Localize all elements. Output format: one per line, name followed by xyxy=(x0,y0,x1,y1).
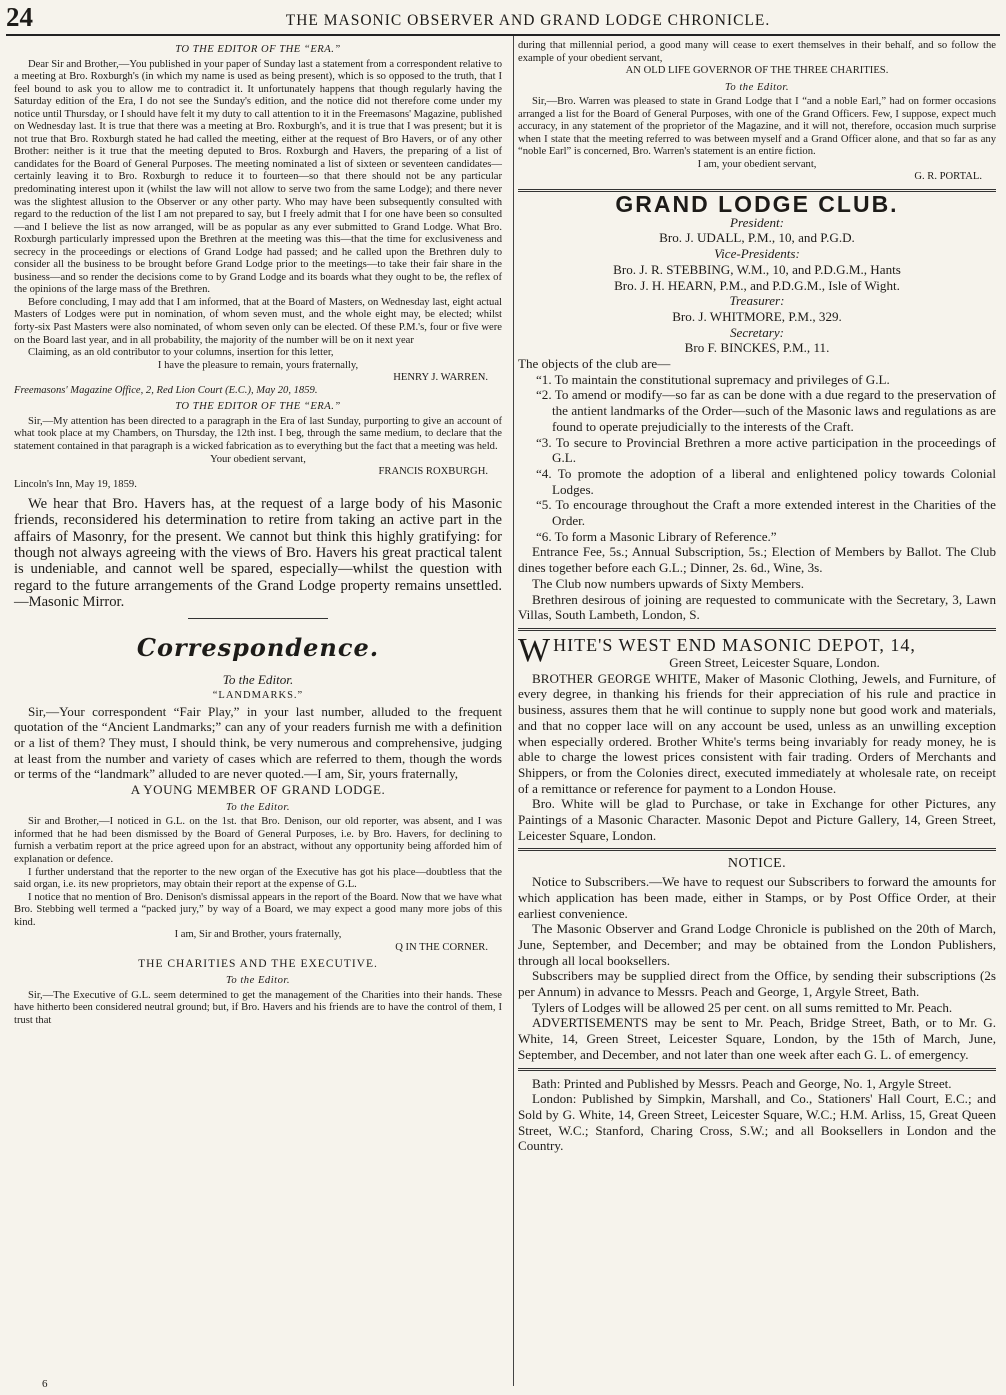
divider xyxy=(518,848,996,851)
club-contact: Brethren desirous of joining are requested to communicate with the Secretary, 3, Lawn Villas, South Lambeth, London, S. xyxy=(518,591,996,623)
imprint-london: London: Published by Simpkin, Marshall, and Co., Stationers' Hall Court, E.C.; and Sold by G. White, 14, Green Street, Leicester Square, W.C.; H.M. Arliss, 15, Great Queen Street, W.C.; Stanford, Charing Cross, S.W.; and all Booksellers in London and the Country. xyxy=(518,1091,996,1154)
letter-closing: I am, your obedient servant, xyxy=(697,158,817,170)
letter-heading: To the Editor. xyxy=(724,81,789,93)
letter-title: THE CHARITIES AND THE EXECUTIVE. xyxy=(138,958,378,971)
right-column xyxy=(518,40,996,1154)
advert-title: HITE'S WEST END MASONIC DEPOT, 14, xyxy=(553,635,916,655)
letter-signature: Q IN THE CORNER. xyxy=(395,941,488,953)
section-title: Correspondence. xyxy=(136,633,380,663)
club-object-item: “3. To secure to Provincial Brethren a more active participation in the proceedings of G.L. xyxy=(536,434,996,466)
club-role-label: President: xyxy=(729,214,785,230)
letter-heading: To the Editor. xyxy=(225,974,290,986)
letter-signature: HENRY J. WARREN. xyxy=(393,372,488,384)
club-objects-intro: The objects of the club are— xyxy=(518,356,671,372)
letter-subheading: “LANDMARKS.” xyxy=(212,689,304,701)
letter-heading: To the Editor. xyxy=(225,801,290,813)
letter-signature: A YOUNG MEMBER OF GRAND LODGE. xyxy=(130,782,386,798)
letter-body: Before concluding, I may add that I am informed, that at the Board of Masters, on Wednesday last, eight actual Masters of Lodges were put in nomination, of whom seven must, and the whole eight may, be elected; whilst forty-six Past Masters were also nominated, of whom seven only can be elected. Of these P.M.'s, four or five were on the Board last year, and in all probability, the majority of the number will be on it next year xyxy=(14,296,502,346)
page-number: 24 xyxy=(6,2,33,32)
club-president: Bro. J. UDALL, P.M., 10, and P.G.D. xyxy=(659,230,855,246)
notice-paragraph: Notice to Subscribers.—We have to request our Subscribers to forward the amounts for which application has been made, either in Stamps, or by Post Office Order, at their earliest convenience. xyxy=(518,874,996,921)
news-paragraph: We hear that Bro. Havers has, at the request of a large body of his Masonic friends, reconsidered his determination to retire from taking an active part in the affairs of Masonry, for the present. We cannot but think this highly gratifying: for though not always agreeing with the views of Bro. Havers his great practical talent is undeniable, and cannot well be spared, especially—whilst the question with regard to the future arrangements of the Grand Lodge property remains unsettled.—Masonic Mirror. xyxy=(14,496,502,610)
advert-address: Green Street, Leicester Square, London. xyxy=(669,655,880,670)
club-title: GRAND LODGE CLUB. xyxy=(615,191,899,218)
letter-address: Lincoln's Inn, May 19, 1859. xyxy=(14,478,137,490)
letter-body: I further understand that the reporter to the new organ of the Executive has got his place—doubtless that the said organ, i.e. its new proprietors, may obtain their report at the expense of G.L. xyxy=(14,866,502,891)
letter-body: Claiming, as an old contributor to your columns, insertion for this letter, xyxy=(28,347,334,359)
notice-paragraph: The Masonic Observer and Grand Lodge Chronicle is published on the 20th of March, June, September, and December; and may be obtained from the London Publishers, through all local booksellers. xyxy=(518,921,996,968)
letter-signature: FRANCIS ROXBURGH. xyxy=(378,466,488,478)
imprint xyxy=(518,1076,996,1155)
letter-body: Sir,—Bro. Warren was pleased to state in Grand Lodge that I “and a noble Earl,” had on former occasions arranged a list for the Board of General Purposes, with one of the Grand Officers. Few, I suppose, expect much accuracy, in any statement of the proprietor of the Magazine, and it will not, therefore, occasion much surprise when I state that the meeting referred to was between myself and a Grand Officer alone, and that so far as any “noble Earl” is concerned, Bro. Warren's statement is an entire fiction. xyxy=(518,96,996,158)
letter-body: I notice that no mention of Bro. Denison's dismissal appears in the report of the Board. Now that we have what Bro. Stebbing well termed a “packed jury,” by way of a Board, we may expect a good many more jobs of this kind. xyxy=(14,891,502,928)
advert-dropcap: W xyxy=(518,632,552,669)
club-object-item: “1. To maintain the constitutional supremacy and privileges of G.L. xyxy=(536,371,890,387)
notice-paragraph: Subscribers may be supplied direct from the Office, by sending their subscriptions (2s per Annum) in advance to Messrs. Peach and George, 1, Argyle Street, Bath. xyxy=(518,968,996,1000)
havers-paragraph xyxy=(14,496,502,610)
notice-paragraph: ADVERTISEMENTS may be sent to Mr. Peach, Bridge Street, Bath, or to Mr. G. White, 14, Green Street, Leicester Square, London, by the 15th of March, June, September, and December, and not later than one week after each G. L. of emergency. xyxy=(518,1015,996,1062)
letter-closing: I am, Sir and Brother, yours fraternally, xyxy=(174,929,342,941)
advert-body: BROTHER GEORGE WHITE, Maker of Masonic Clothing, Jewels, and Furniture, of every degree, in thanking his friends for their appreciation of his rule and practice in business, assures them that he will continue to supply none but good work and materials, and that no copper lace will on any account be used, unless as an unwilling exception when especially ordered. Brother White's terms being invariably for ready money, he is able to charge the lowest prices consistent with fair trading. Orders of Merchants and Shippers, or from the Colonies direct, executed immediately at wholesale rate, on receipt of a remittance or reference for payment to a London House. xyxy=(518,670,996,796)
club-secretary: Bro F. BINCKES, P.M., 11. xyxy=(684,340,830,356)
letter-heading: TO THE EDITOR OF THE “ERA.” xyxy=(175,44,341,55)
column-rule xyxy=(513,36,514,1386)
divider xyxy=(518,628,996,631)
notice-section xyxy=(518,856,996,1062)
divider xyxy=(188,618,328,619)
club-vice-president: Bro. J. H. HEARN, P.M., and P.D.G.M., Isle of Wight. xyxy=(614,277,900,293)
club-treasurer: Bro. J. WHITMORE, P.M., 329. xyxy=(672,308,842,324)
club-object-item: “5. To encourage throughout the Craft a more extended interest in the Charities of the Order. xyxy=(536,497,996,529)
signature-mark: 6 xyxy=(42,1378,48,1390)
letter-body: Sir,—Your correspondent “Fair Play,” in your last number, alluded to the frequent quotation of the “Ancient Landmarks;” can any of your readers furnish me with a definition or a list of them? They must, I should think, be very numerous and comprehensive, judging at least from the number and variety of cases which are referred to them, though the words or terms of the “landmark” alluded to are never quoted.—I am, Sir, yours fraternally, xyxy=(14,703,502,782)
club-role-label: Treasurer: xyxy=(729,293,785,309)
letter-body: during that millennial period, a good many will cease to exert themselves in their behalf, and so follow the example of your obedient servant, xyxy=(518,40,996,64)
club-object-item: “4. To promote the adoption of a liberal and enlightened policy towards Colonial Lodges. xyxy=(536,465,996,497)
letter-body: Dear Sir and Brother,—You published in your paper of Sunday last a statement from a correspondent relative to a meeting at Bro. Roxburgh's (in which my name is used as being present), which is so opposed to the truth, that I feel bound to ask you to allow me to contradict it. It unfortunately happens that though regularly having the Saturday edition of the Era, I do not see the Sunday's edition, and the notice did not therefore come under my notice until Thursday, or I should have felt it my duty to call attention to it in the Freemasons' Magazine, published on Wednesday last. It is true that there was a meeting at Bro. Roxburgh's, and it is true that I was present; but it is not true that Bro. Roxburgh stated he had called the meeting, either at the request of Bro Havers, or of any other Brother: neither is it true that the meeting deputed to Bros. Roxburgh and Havers, the preparing of a list of candidates for the Board of General Purposes. The meeting nominated a list of sixteen or seventeen candidates—certainly leaving it to Bro. Roxburgh to reduce it to fourteen—so that there should not be any particular predominating interest upon it (whilst the law will not allow to serve two from the same Lodge); and there never was the slightest allusion to the Observer or any other party. Who may have been subsequently consulted with regard to the reduction of the list I am not prepared to say, but I freely admit that I for one have been so consulted—and I believe the list as now arranged, will be as popular as any ever submitted to Grand Lodge. What Bro. Roxburgh particularly impressed upon the Brethren at the meeting was this—that the time for exclusiveness and secrecy in the proceedings or elections of Grand Lodge had passed; and he called upon the Brethren duly to consider all the business to be brought before Grand Lodge prior to the meetings—to take their fair share in the business—and so render the decisions come to by Grand Lodge and its boards what they ought to be, the reflex of the opinions of the large mass of the Brethren. xyxy=(14,58,502,296)
letter-body: Sir and Brother,—I noticed in G.L. on the 1st. that Bro. Denison, our old reporter, was absent, and I was informed that he had been dismissed by the Board of General Purposes, i.e. by Bro. Havers, for declining to furnish a verbatim report at the price agreed upon for an abstract, without any opportunity being afforded him of explanation or defence. xyxy=(14,816,502,866)
letter-signature: AN OLD LIFE GOVERNOR OF THE THREE CHARITIES. xyxy=(625,65,889,77)
header-rule xyxy=(6,34,1000,36)
continued-letter xyxy=(518,40,996,78)
notice-title: NOTICE. xyxy=(727,856,787,872)
letter-closing: I have the pleasure to remain, yours fraternally, xyxy=(157,359,359,371)
club-object-item: “2. To amend or modify—so far as can be done with a due regard to the preservation of the antient landmarks of the Order—such of the Masonic laws and regulations as are found to operate prejudicially to the interests of the Craft. xyxy=(536,387,996,434)
correspondence-charities xyxy=(14,958,502,1027)
letter-body: Sir,—The Executive of G.L. seem determined to get the management of the Charities into their hands. These have hitherto been considered neutral ground; but, if Bro. Havers and his friends are to have the control of them, I trust that xyxy=(14,989,502,1026)
letter-signature: G. R. PORTAL. xyxy=(914,171,982,183)
letter-body: Sir,—My attention has been directed to a paragraph in the Era of last Sunday, purporting to give an account of what took place at my Chambers, on Thursday, the 12th inst. I beg, through the same medium, to declare that the statement contained in that paragraph is a wicked fabrication as to everything but the fact that a meeting was held. xyxy=(14,415,502,452)
letter-heading: To the Editor. xyxy=(222,672,294,688)
left-column xyxy=(14,40,502,1390)
letter-roxburgh xyxy=(14,401,502,491)
club-role-label: Vice-Presidents: xyxy=(714,246,800,262)
running-title: THE MASONIC OBSERVER AND GRAND LODGE CHRONICLE. xyxy=(285,12,771,29)
grand-lodge-club xyxy=(518,191,996,623)
divider xyxy=(518,1068,996,1071)
club-vice-president: Bro. J. R. STEBBING, W.M., 10, and P.D.G.M., Hants xyxy=(613,261,901,277)
letter-address: Freemasons' Magazine Office, 2, Red Lion Court (E.C.), May 20, 1859. xyxy=(14,384,318,396)
letter-portal xyxy=(518,82,996,184)
correspondence-reporter xyxy=(14,802,502,955)
letter-warren xyxy=(14,44,502,397)
club-members: The Club now numbers upwards of Sixty Members. xyxy=(532,575,805,591)
letter-heading: TO THE EDITOR OF THE “ERA.” xyxy=(175,401,341,413)
club-role-label: Secretary: xyxy=(729,324,785,340)
advert-body: Bro. White will be glad to Purchase, or take in Exchange for other Pictures, any Paintings of a Masonic Character. Masonic Depot and Picture Gallery, 14, Green Street, Leicester Square, London. xyxy=(518,796,996,843)
notice-paragraph: Tylers of Lodges will be allowed 25 per cent. on all sums remitted to Mr. Peach. xyxy=(532,999,953,1015)
correspondence-landmarks xyxy=(14,672,502,798)
club-object-item: “6. To form a Masonic Library of Reference.” xyxy=(536,528,777,544)
letter-closing: Your obedient servant, xyxy=(210,453,306,465)
white-advertisement xyxy=(518,632,996,843)
imprint-bath: Bath: Printed and Published by Messrs. Peach and George, No. 1, Argyle Street. xyxy=(532,1075,952,1091)
club-fees: Entrance Fee, 5s.; Annual Subscription, 5s.; Election of Members by Ballot. The Club dines together before each G.L.; Dinner, 2s. 6d., Wine, 3s. xyxy=(518,544,996,576)
